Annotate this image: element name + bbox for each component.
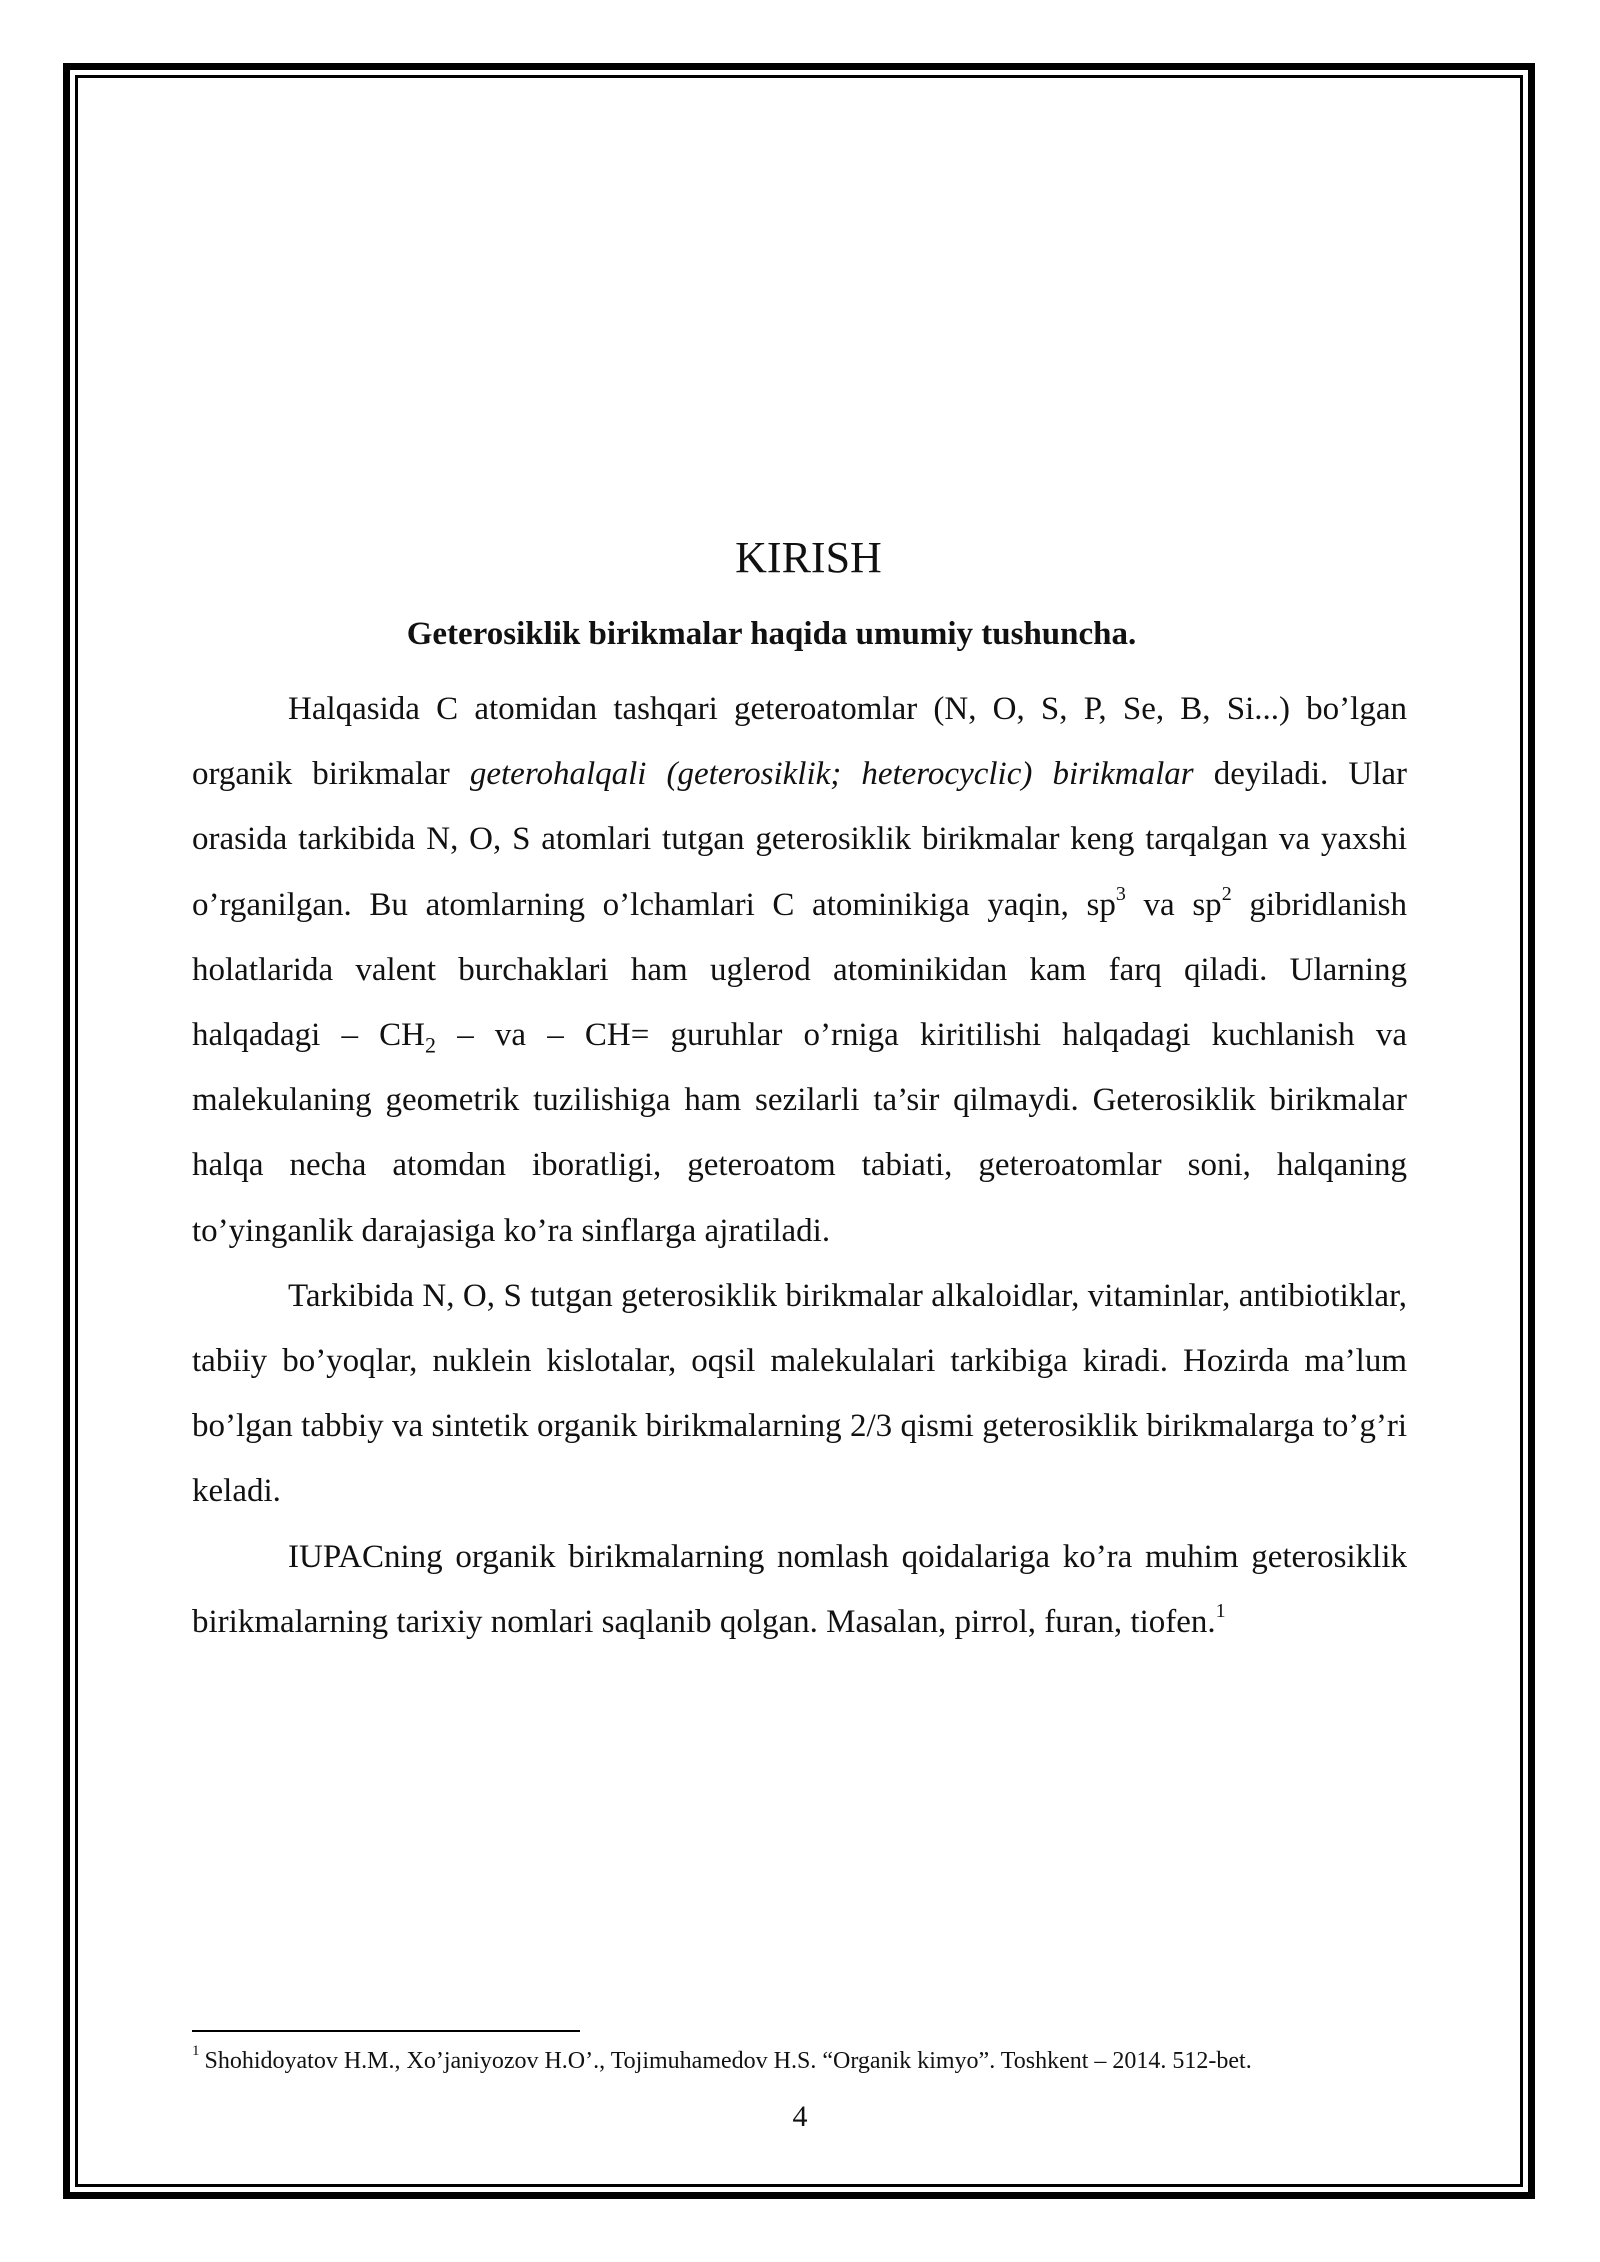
superscript-sp2: 2 [1221,882,1232,905]
paragraph-1-text-d: gibridlanish holatlarida valent burchaklari ham uglerod atominikidan kam farq qiladi. Ularning halqadagi – CH [192,886,1407,1054]
subscript-ch2: 2 [425,1032,436,1058]
paragraph-1 [192,677,1407,1264]
footnote [192,2045,1407,2077]
footnote-reference[interactable]: 1 [1215,1599,1226,1622]
body-text [192,677,1407,1655]
paragraph-1-italic-term: geterohalqali (geterosiklik; heterocyclic) birikmalar [469,756,1194,793]
superscript-sp3: 3 [1115,882,1126,905]
footnote-separator [192,2030,580,2032]
paragraph-1-text-e: – va – CH= guruhlar o’rniga kiritilishi halqadagi kuchlanish va malekulaning geometrik tuzilishiga ham sezilarli ta’sir qilmaydi. Geterosiklik birikmalar halqa necha atomdan iboratligi, geteroatom tabiati, geteroatomlar soni, halqaning to’yinganlik darajasiga ko’ra sinflarga ajratiladi. [192,1017,1407,1249]
paragraph-1-text-c: va sp [1125,886,1222,923]
page-title: KIRISH [735,533,882,582]
paragraph-2: Tarkibida N, O, S tutgan geterosiklik birikmalar alkaloidlar, vitaminlar, antibiotiklar, tabiiy bo’yoqlar, nuklein kislotalar, oqsil malekulalari tarkibiga kiradi. Hozirda ma’lum bo’lgan tabbiy va sintetik organik birikmalarning 2/3 qismi geterosiklik birikmalarga to’g’ri keladi. [192,1277,1407,1510]
paragraph-1-text-b: deyiladi. Ular orasida tarkibida N, O, S atomlari tutgan geterosiklik birikmalar keng tarqalgan va yaxshi o’rganilgan. Bu atomlarning o’lchamlari C atominikiga yaqin, sp [192,756,1407,923]
footnote-text: Shohidoyatov H.M., Xo’janiyozov H.O’., Tojimuhamedov H.S. “Organik kimyo”. Toshkent – 2014. 512-bet. [204,2048,1252,2074]
paragraph-3-text: IUPACning organik birikmalarning nomlash qoidalariga ko’ra muhim geterosiklik birikmalarning tarixiy nomlari saqlanib qolgan. Masalan, pirrol, furan, tiofen. [192,1538,1407,1640]
paragraph-1-text-a: Halqasida C atomidan tashqari geteroatomlar (N, O, S, P, Se, B, Si...) bo’lgan organik birikmalar [192,691,1407,793]
section-subtitle: Geterosiklik birikmalar haqida umumiy tushuncha. [406,616,1137,652]
page-number: 4 [792,2100,808,2133]
paragraph-3 [192,1525,1407,1655]
footnote-marker: 1 [192,2043,200,2059]
